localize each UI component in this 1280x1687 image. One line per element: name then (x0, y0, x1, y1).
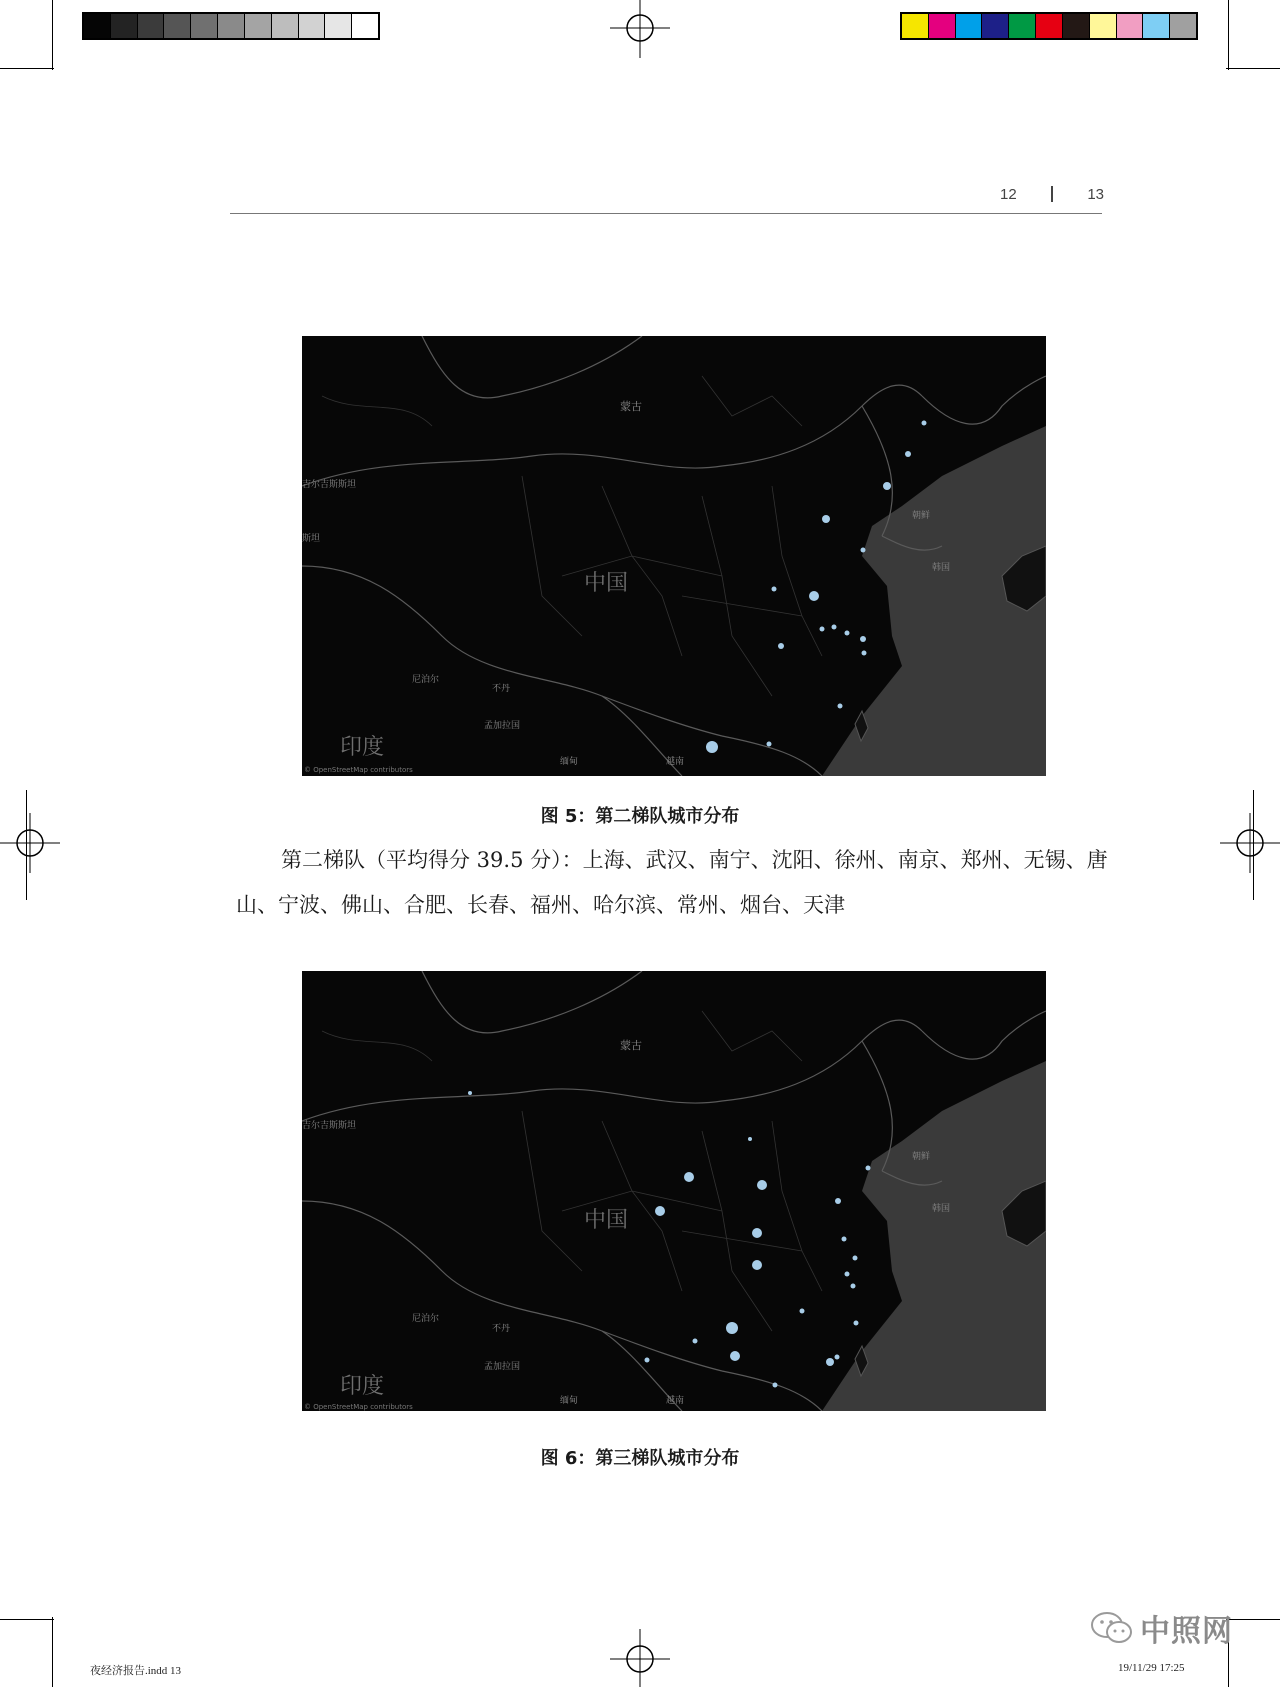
label-nepal: 尼泊尔 (412, 675, 440, 685)
map-attribution: © OpenStreetMap contributors (304, 1403, 413, 1411)
watermark-text: 中照网 (1140, 1614, 1233, 1649)
grayscale-swatch (84, 14, 111, 38)
page-number-right: 13 (1087, 185, 1104, 203)
label-china: 中国 (584, 571, 629, 596)
city-dot (809, 591, 819, 601)
city-dot (854, 1321, 859, 1326)
label-kyrgyzstan: 吉尔吉斯斯坦 (302, 480, 357, 490)
paragraph-text: 第二梯队（平均得分 39.5 分）：上海、武汉、南宁、沈阳、徐州、南京、郑州、无锡、唐山、宁波、佛山、合肥、长春、福州、哈尔滨、常州、烟台、天津 (236, 848, 1108, 917)
label-vietnam: 越南 (666, 1396, 685, 1406)
label-india: 印度 (340, 1374, 385, 1399)
label-china: 中国 (584, 1208, 629, 1233)
city-dot (726, 1322, 738, 1334)
city-dot (826, 1358, 834, 1366)
color-calibration-bar (900, 12, 1198, 40)
figure6-map-svg (302, 971, 1046, 1411)
figure6-map (302, 971, 1046, 1411)
label-vietnam: 越南 (666, 757, 685, 767)
label-north-korea: 朝鲜 (912, 511, 931, 521)
city-dot (905, 451, 911, 457)
city-dot (773, 1383, 778, 1388)
city-dot (706, 741, 718, 753)
label-bangladesh: 孟加拉国 (484, 721, 521, 731)
page-numbers (1000, 182, 1104, 206)
city-dot (684, 1172, 694, 1182)
color-swatch (1117, 14, 1144, 38)
grayscale-swatch (272, 14, 299, 38)
registration-target-bottom (610, 1627, 670, 1687)
grayscale-swatch (164, 14, 191, 38)
page-number-left: 12 (1000, 185, 1017, 203)
city-dot (778, 643, 784, 649)
city-dot (861, 548, 866, 553)
color-swatch (929, 14, 956, 38)
color-swatch (1090, 14, 1117, 38)
grayscale-swatch (352, 14, 378, 38)
label-kyrgyzstan: 吉尔吉斯斯坦 (302, 1121, 357, 1131)
city-dot (835, 1198, 841, 1204)
grayscale-swatch (138, 14, 165, 38)
city-dot (860, 636, 866, 642)
city-dot (748, 1137, 752, 1141)
label-mongolia: 蒙古 (620, 1039, 642, 1052)
label-south-korea: 韩国 (932, 1204, 951, 1214)
city-dot (832, 625, 837, 630)
city-dot (922, 421, 927, 426)
wechat-icon (1090, 1610, 1134, 1646)
city-dot (752, 1260, 762, 1270)
color-swatch (1143, 14, 1170, 38)
city-dot (835, 1355, 840, 1360)
label-bangladesh: 孟加拉国 (484, 1362, 521, 1372)
label-bhutan: 不丹 (492, 1324, 511, 1334)
map-attribution: © OpenStreetMap contributors (304, 766, 413, 774)
city-dot (757, 1180, 767, 1190)
grayscale-swatch (111, 14, 138, 38)
city-dot (767, 742, 772, 747)
color-swatch (1009, 14, 1036, 38)
color-swatch (956, 14, 983, 38)
color-swatch (982, 14, 1009, 38)
city-dot (772, 587, 777, 592)
grayscale-swatch (218, 14, 245, 38)
city-dot (730, 1351, 740, 1361)
registration-target-top (610, 0, 670, 60)
page-number-divider (1051, 186, 1053, 202)
label-north-korea: 朝鲜 (912, 1152, 931, 1162)
color-swatch (1036, 14, 1063, 38)
figure6-caption: 图 6：第三梯队城市分布 (540, 1448, 740, 1469)
label-mongolia: 蒙古 (620, 400, 642, 413)
figure5-caption: 图 5：第二梯队城市分布 (540, 806, 740, 827)
label-nepal: 尼泊尔 (412, 1314, 440, 1324)
city-dot (655, 1206, 665, 1216)
city-dot (866, 1166, 871, 1171)
city-dot (845, 631, 850, 636)
figure5-map (302, 336, 1046, 776)
grayscale-swatch (191, 14, 218, 38)
city-dot (645, 1358, 650, 1363)
grayscale-calibration-bar (82, 12, 380, 40)
city-dot (853, 1256, 858, 1261)
label-bhutan: 不丹 (492, 684, 511, 694)
city-dot (842, 1237, 847, 1242)
figure5-map-svg (302, 336, 1046, 776)
city-dot (752, 1228, 762, 1238)
city-dot (468, 1091, 472, 1095)
header-rule (230, 213, 1102, 214)
watermark (1090, 1606, 1240, 1650)
city-dot (800, 1309, 805, 1314)
city-dot (862, 651, 867, 656)
label-india: 印度 (340, 735, 385, 760)
label-kazakh: 斯坦 (302, 534, 321, 544)
city-dot (883, 482, 891, 490)
color-swatch (1063, 14, 1090, 38)
grayscale-swatch (325, 14, 352, 38)
city-dot (851, 1284, 856, 1289)
body-paragraph (236, 838, 1116, 928)
footer-date: 19/11/29 17:25 (1118, 1662, 1185, 1674)
label-myanmar: 缅甸 (560, 757, 579, 767)
city-dot (845, 1272, 850, 1277)
city-dot (693, 1339, 698, 1344)
grayscale-swatch (299, 14, 326, 38)
grayscale-swatch (245, 14, 272, 38)
city-dot (822, 515, 830, 523)
city-dot (838, 704, 843, 709)
city-dot (820, 627, 825, 632)
footer-filename: 夜经济报告.indd 13 (90, 1665, 182, 1677)
color-swatch (1170, 14, 1196, 38)
label-myanmar: 缅甸 (560, 1396, 579, 1406)
label-south-korea: 韩国 (932, 563, 951, 573)
color-swatch (902, 14, 929, 38)
